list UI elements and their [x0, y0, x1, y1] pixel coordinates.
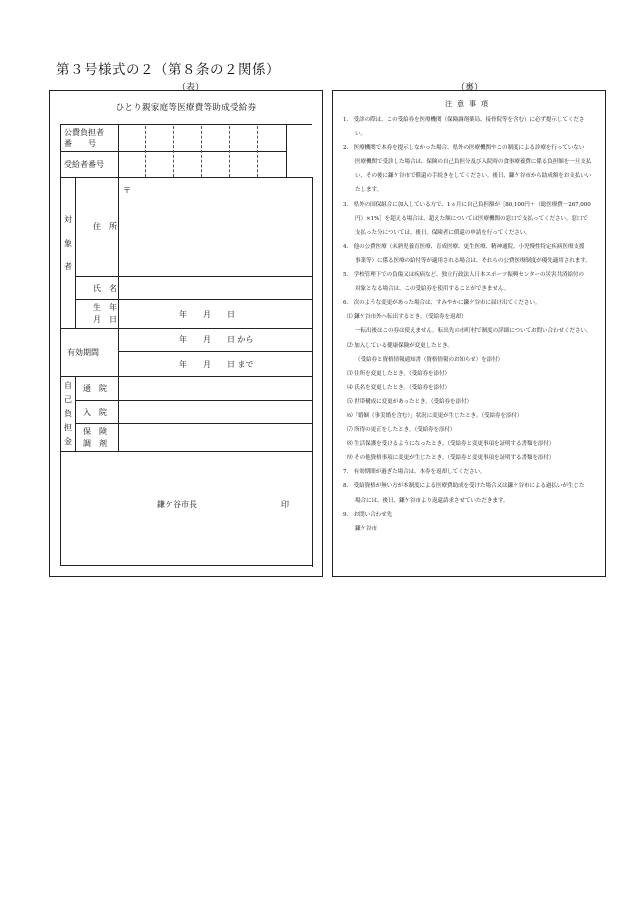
subject-divider: [75, 177, 76, 328]
copay-outpatient-label: 通 院: [83, 384, 107, 393]
certificate-back: [332, 90, 606, 577]
line-copay-1: [75, 400, 312, 401]
note-line: 3. 県外の国保組合に加入している方で、1ヵ月に自己負担額が［80,100円＋（総医療費－267,000: [343, 201, 591, 208]
note-line: ⑹「婚姻（事実婚を含む）」状況に変更が生じたとき。（受給券を添付）: [347, 412, 523, 419]
public-payer-no-label-1: 公費負担者: [64, 128, 104, 137]
note-line: 8. 受給資格が無い方が本制度による医療費助成を受けた場合又は鎌ケ谷市による過払いが生じた: [343, 483, 585, 490]
line-name-bottom: [75, 299, 312, 300]
note-line: たします。: [355, 187, 383, 194]
note-line: 4. 他の公費医療（未熟児養育医療、育成医療、更生医療、精神通院、小児慢性特定疾病医療支援: [343, 243, 585, 250]
label-divider-subject: [118, 177, 119, 328]
note-line: 2. 医療機関で本券を提示しなかった場合、県外の医療機関やこの制度による診療を行っていない: [343, 145, 585, 152]
address-label: 住 所: [93, 222, 117, 231]
note-line: （受給券と資格情報通知書（資格情報のお知らせ）を添付）: [355, 356, 504, 363]
label-divider-copay: [118, 376, 119, 451]
note-line: ⑴ 鎌ケ谷市外へ転出するとき。（受給券を返却）: [347, 314, 467, 321]
line-subject-bottom: [61, 328, 312, 329]
note-line: ⑺ 所得の更正をしたとき。（受給券を添付）: [347, 427, 456, 434]
note-line: ⑷ 氏名を変更したとき。（受給券を添付）: [347, 384, 451, 391]
issuer: 鎌ケ谷市長: [157, 500, 197, 509]
digit-sep: [257, 126, 258, 177]
digit-sep: [229, 126, 230, 177]
validity-from: 年 月 日 から: [179, 335, 254, 344]
note-line: 円）×1%］を超える場合は、超えた額については医療機関の窓口で支払ってください。窓口で: [355, 215, 588, 222]
note-line: 7. 有効期間が過ぎた場合は、本券を返却してください。: [343, 469, 486, 476]
note-line: 9. お問い合わせ先: [343, 511, 393, 518]
line-address-bottom: [75, 276, 312, 277]
right-border: [312, 177, 313, 567]
line-validity-mid: [118, 351, 312, 352]
certificate-table: [60, 124, 312, 566]
copay-pharmacy-label-2: 調 剤: [83, 439, 107, 448]
form-title: 第３号様式の２（第８条の２関係）: [56, 62, 280, 78]
digit-sep: [173, 126, 174, 177]
note-line: 対象となる場合は、この受給券を使用することができません。: [355, 286, 510, 293]
note-line: 支払った分については、後日、保険者に償還の申請を行ってください。: [355, 229, 531, 236]
front-caption: （表）: [177, 83, 205, 93]
label-divider-top: [118, 125, 119, 177]
line-validity-bottom: [61, 376, 312, 377]
birth-label-1: 生 年: [93, 303, 117, 312]
note-line: ⑵ 加入している健康保険が変更したとき。: [347, 342, 453, 349]
copay-inpatient-label: 入 院: [83, 408, 107, 417]
digit-sep: [201, 126, 202, 177]
line-row2: [61, 177, 312, 178]
note-line: ⑻ 生活保護を受けるようになったとき。（受給券と変更事項を証明する書類を添付）: [347, 441, 555, 448]
recipient-no-label: 受給者番号: [64, 160, 104, 169]
back-caption: （裏）: [456, 83, 484, 93]
label-divider-validity: [118, 328, 119, 376]
certificate-front: [49, 90, 323, 577]
line-copay-2: [75, 423, 312, 424]
name-label: 氏 名: [93, 284, 117, 293]
note-line: 5. 学校管理下での負傷又は疾病など、独立行政法人日本スポーツ振興センターの災害共済給付の: [343, 272, 584, 279]
notes-list: [343, 113, 601, 536]
copay-divider: [75, 376, 76, 451]
note-line: 一転出後はこの券は使えません。転出先の市町村で制度の詳細についてお問い合わせください。: [355, 328, 592, 335]
line-copay-bottom: [61, 451, 312, 452]
postal-mark: 〒: [123, 186, 131, 195]
digit-sep: [145, 126, 146, 177]
birth-date-field: 年 月 日: [179, 310, 235, 319]
subject-label: 対 象 者: [64, 215, 72, 271]
validity-to: 年 月 日 まで: [179, 360, 254, 369]
copay-pharmacy-label-1: 保 険: [83, 427, 107, 436]
note-line: 鎌ケ谷市: [355, 525, 377, 532]
notes-title: 注意事項: [445, 100, 493, 108]
seal-mark: 印: [281, 500, 289, 509]
note-line: ⑼ その他資格事項に変更が生じたとき。（受給券と変更事項を証明する書類を添付）: [347, 455, 555, 462]
note-line: 医療機関で受診した場合は、保険の自己負担分及び入院時の食事療養費に係る負担額を一旦支払: [355, 159, 592, 166]
top-right-border: [286, 125, 287, 177]
note-line: い、その後に鎌ケ谷市で償還の手続きをしてください。後日、鎌ケ谷市から助成額をお支払いい: [355, 173, 592, 180]
birth-label-2: 月 日: [93, 315, 117, 324]
note-line: い。: [355, 131, 366, 138]
copay-label: 自 己 負 担 金: [64, 381, 72, 446]
public-payer-no-label-2: 番 号: [64, 139, 96, 148]
validity-label: 有効期間: [67, 348, 99, 357]
certificate-title: ひとり親家庭等医療費等助成受給券: [115, 103, 257, 113]
note-line: 1. 受診の際は、この受給券を医療機関（保険調剤薬局、接骨院等を含む）に必ず提示してくださ: [343, 117, 585, 123]
note-line: 事業等）に係る医療の給付等が適用される場合は、それらの公費医療制度が優先適用されます。: [355, 257, 591, 264]
note-line: ⑸ 世帯構成に変更があったとき。（受給券を添付）: [347, 398, 472, 405]
note-line: ⑶ 住所を変更したとき。（受給券を添付）: [347, 370, 451, 377]
note-line: 6. 次のような変更があった場合は、すみやかに鎌ケ谷市に届け出てください。: [343, 300, 541, 307]
note-line: 場合には、後日、鎌ケ谷市より返還請求させていただきます。: [355, 497, 509, 504]
